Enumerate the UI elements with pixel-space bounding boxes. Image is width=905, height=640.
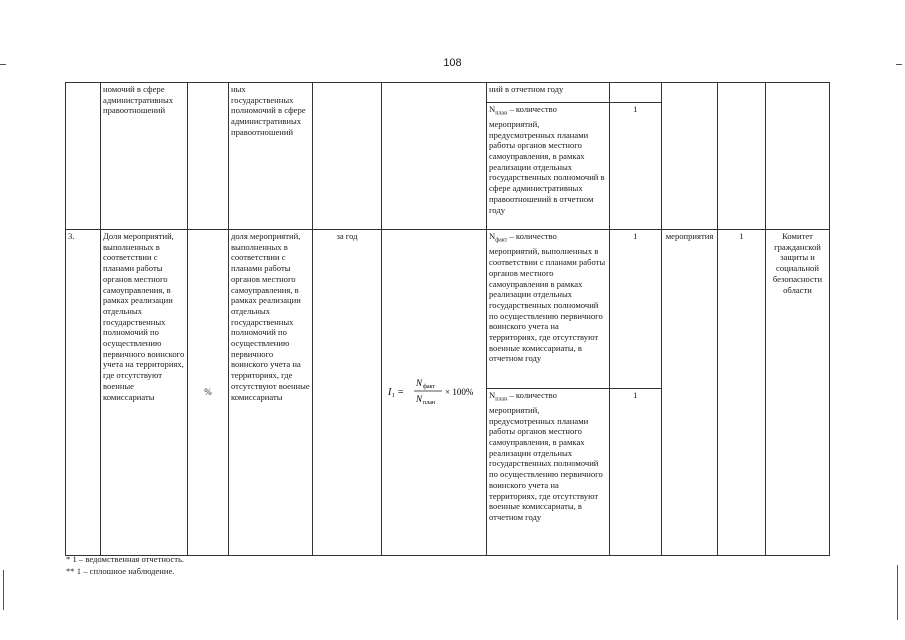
table-row-3: [66, 230, 830, 556]
variable-source: [609, 83, 661, 102]
variables-cell: [487, 83, 662, 230]
unit-cell: %: [188, 230, 229, 556]
formula-cell: [382, 83, 487, 230]
formula-cell: [382, 230, 487, 556]
variable-text: – количество мероприятий, предусмотренных планами работы органов местного самоуправления, в рамках реализации отдельных государственных полномочий в сфере административных правоотношений в отчетном году: [489, 103, 605, 215]
variable-symbol: N: [489, 389, 496, 400]
formula-denominator-sub: план: [423, 400, 436, 407]
row-number-cell: [66, 83, 101, 230]
variables-cell: [487, 230, 662, 556]
indicators-table: [65, 82, 830, 556]
variable-subscript: факт: [495, 237, 508, 244]
table-row-continuation: [66, 83, 830, 230]
formula: [382, 374, 486, 408]
variable-source: 1: [633, 231, 638, 241]
coverage-cell: [718, 83, 766, 230]
formula-rhs: × 100%: [445, 387, 474, 398]
variables-subtable: [487, 230, 661, 555]
variable-description: [487, 388, 609, 555]
responsible-cell: [766, 83, 830, 230]
formula-numerator-sub: факт: [423, 384, 436, 391]
definition-cell: ных государственных полномочий в сфере административных правоотношений: [229, 83, 313, 230]
formula-numerator: N: [416, 378, 423, 389]
formula-denominator: N: [416, 394, 423, 405]
row-number-cell: 3.: [66, 230, 101, 556]
variable-description: [487, 230, 609, 388]
formula-lhs: I₁ =: [388, 387, 405, 399]
variable-description: [487, 102, 609, 229]
variable-subscript: план: [495, 110, 508, 117]
variable-description: ний в отчетном году: [487, 83, 609, 102]
indicator-name-cell: номочий в сфере административных правоотношений: [101, 83, 188, 230]
variables-subtable: [487, 83, 661, 229]
definition-cell: доля мероприятий, выполненных в соответствии с планами работы органов местного самоуправления, в рамках реализации отдельных государственных полномочий по осуществлению первичного воинского учета на территориях, где отсутствуют военные комиссариаты: [229, 230, 313, 556]
page-number: 108: [443, 57, 462, 69]
object-cell: [662, 83, 718, 230]
unit-cell: [188, 83, 229, 230]
footnotes: [66, 553, 184, 577]
responsible-cell: Комитет гражданской защиты и социальной безопасности области: [766, 230, 830, 556]
period-cell: [313, 83, 382, 230]
footnote: * 1 – ведомственная отчетность.: [66, 554, 185, 564]
variable-subscript: план: [495, 396, 508, 403]
variable-symbol: N: [489, 231, 496, 241]
left-bottom-edge-mark: [3, 570, 4, 610]
right-edge-mark: [896, 64, 902, 65]
footnote: ** 1 – сплошное наблюдение.: [66, 566, 175, 576]
variable-source: 1: [609, 102, 661, 229]
period-cell: за год: [313, 230, 382, 556]
indicator-name-cell: Доля мероприятий, выполненных в соответствии с планами работы органов местного самоуправления, в рамках реализации отдельных государственных полномочий по осуществлению первичного воинского учета на территориях, где отсутствуют военные комиссариаты: [101, 230, 188, 556]
right-bottom-edge-mark: [897, 565, 898, 620]
variable-source: 1: [609, 388, 661, 555]
variable-symbol: N: [489, 103, 496, 114]
variable-text: – количество мероприятий, предусмотренных планами работы органов местного самоуправления, в рамках реализации отдельных государственных полномочий по осуществлению первичного воинского учета на территориях, где отсутствуют военные комиссариаты, в отчетном году: [489, 389, 603, 522]
object-cell: мероприятия: [662, 230, 718, 556]
left-edge-mark: [0, 64, 6, 65]
variable-text: – количество мероприятий, выполненных в соответствии с планами работы органов местного самоуправления в рамках реализации отдельных государственных полномочий по осуществлению первичного воинского учета на территориях, где отсутствуют военные комиссариаты, в отчетном году: [489, 231, 606, 364]
coverage-cell: 1: [718, 230, 766, 556]
